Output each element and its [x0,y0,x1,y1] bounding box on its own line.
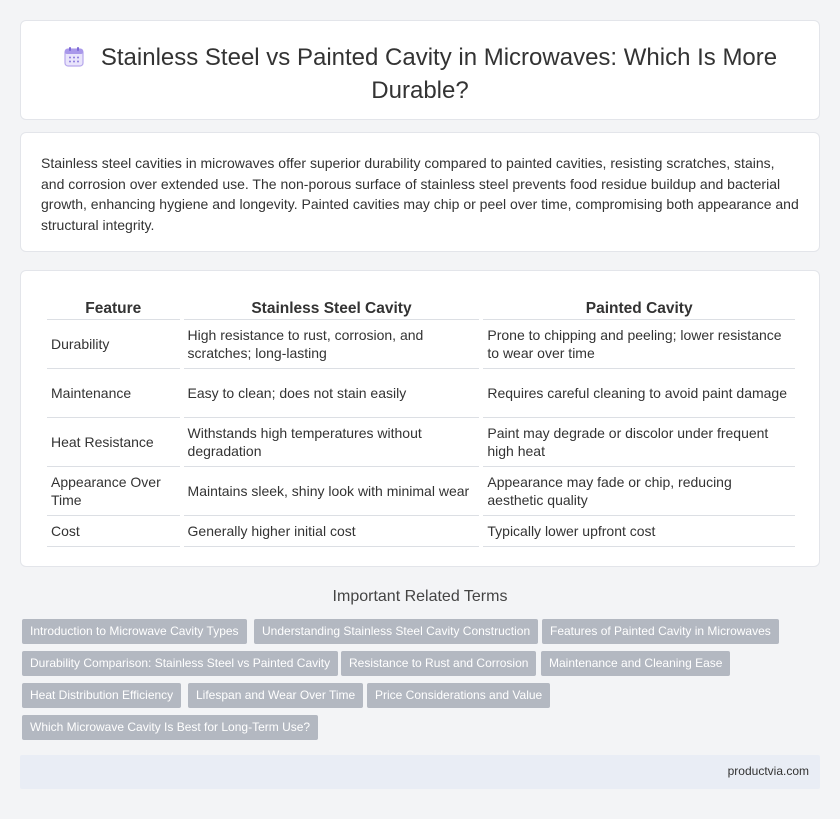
header-card [20,20,820,120]
tag-link[interactable]: Durability Comparison: Stainless Steel vs Painted Cavity [22,651,338,676]
cell-painted: Appearance may fade or chip, reducing aesthetic quality [483,467,795,516]
cell-painted: Requires careful cleaning to avoid paint damage [483,369,795,418]
summary-card [20,132,820,252]
cell-feature: Maintenance [47,369,180,418]
cell-painted: Typically lower upfront cost [483,516,795,547]
calendar-icon [63,46,85,76]
cell-painted: Prone to chipping and peeling; lower resistance to wear over time [483,320,795,369]
cell-feature: Heat Resistance [47,418,180,467]
comparison-table [43,295,799,547]
cell-painted: Paint may degrade or discolor under frequent high heat [483,418,795,467]
cell-feature: Appearance Over Time [47,467,180,516]
tag-link[interactable]: Resistance to Rust and Corrosion [341,651,536,676]
cell-stainless: Easy to clean; does not stain easily [184,369,480,418]
tag-link[interactable]: Maintenance and Cleaning Ease [541,651,730,676]
related-terms-title: Important Related Terms [332,588,508,605]
footer [20,755,820,789]
table-row [47,320,795,369]
tag-link[interactable]: Understanding Stainless Steel Cavity Construction [254,619,538,644]
header-stainless: Stainless Steel Cavity [184,295,480,320]
table-header-row [47,295,795,320]
page-title-wrap [21,43,819,106]
tag-link[interactable]: Lifespan and Wear Over Time [188,683,363,708]
cell-feature: Cost [47,516,180,547]
footer-site[interactable]: productvia.com [727,764,809,778]
cell-stainless: Generally higher initial cost [184,516,480,547]
tag-link[interactable]: Heat Distribution Efficiency [22,683,181,708]
tag-link[interactable]: Features of Painted Cavity in Microwaves [542,619,779,644]
tag-link[interactable]: Price Considerations and Value [367,683,550,708]
cell-stainless: High resistance to rust, corrosion, and scratches; long-lasting [184,320,480,369]
page-title: Stainless Steel vs Painted Cavity in Microwaves: Which Is More Durable? [100,44,778,104]
table-row [47,369,795,418]
summary-text: Stainless steel cavities in microwaves offer superior durability compared to painted cavities, resisting scratches, stains, and corrosion over extended use. The non-porous surface of stainless steel prevents food residue buildup and bacterial growth, enhancing hygiene and longevity. Painted cavities may chip or peel over time, compromising both appearance and structural integrity. [41,155,799,233]
table-row [47,467,795,516]
tag-link[interactable]: Introduction to Microwave Cavity Types [22,619,247,644]
cell-stainless: Maintains sleek, shiny look with minimal wear [184,467,480,516]
table-row [47,418,795,467]
header-painted: Painted Cavity [483,295,795,320]
comparison-table-card [20,270,820,567]
table-row [47,516,795,547]
cell-stainless: Withstands high temperatures without degradation [184,418,480,467]
header-feature: Feature [47,295,180,320]
cell-feature: Durability [47,320,180,369]
tag-link[interactable]: Which Microwave Cavity Is Best for Long-Term Use? [22,715,318,740]
